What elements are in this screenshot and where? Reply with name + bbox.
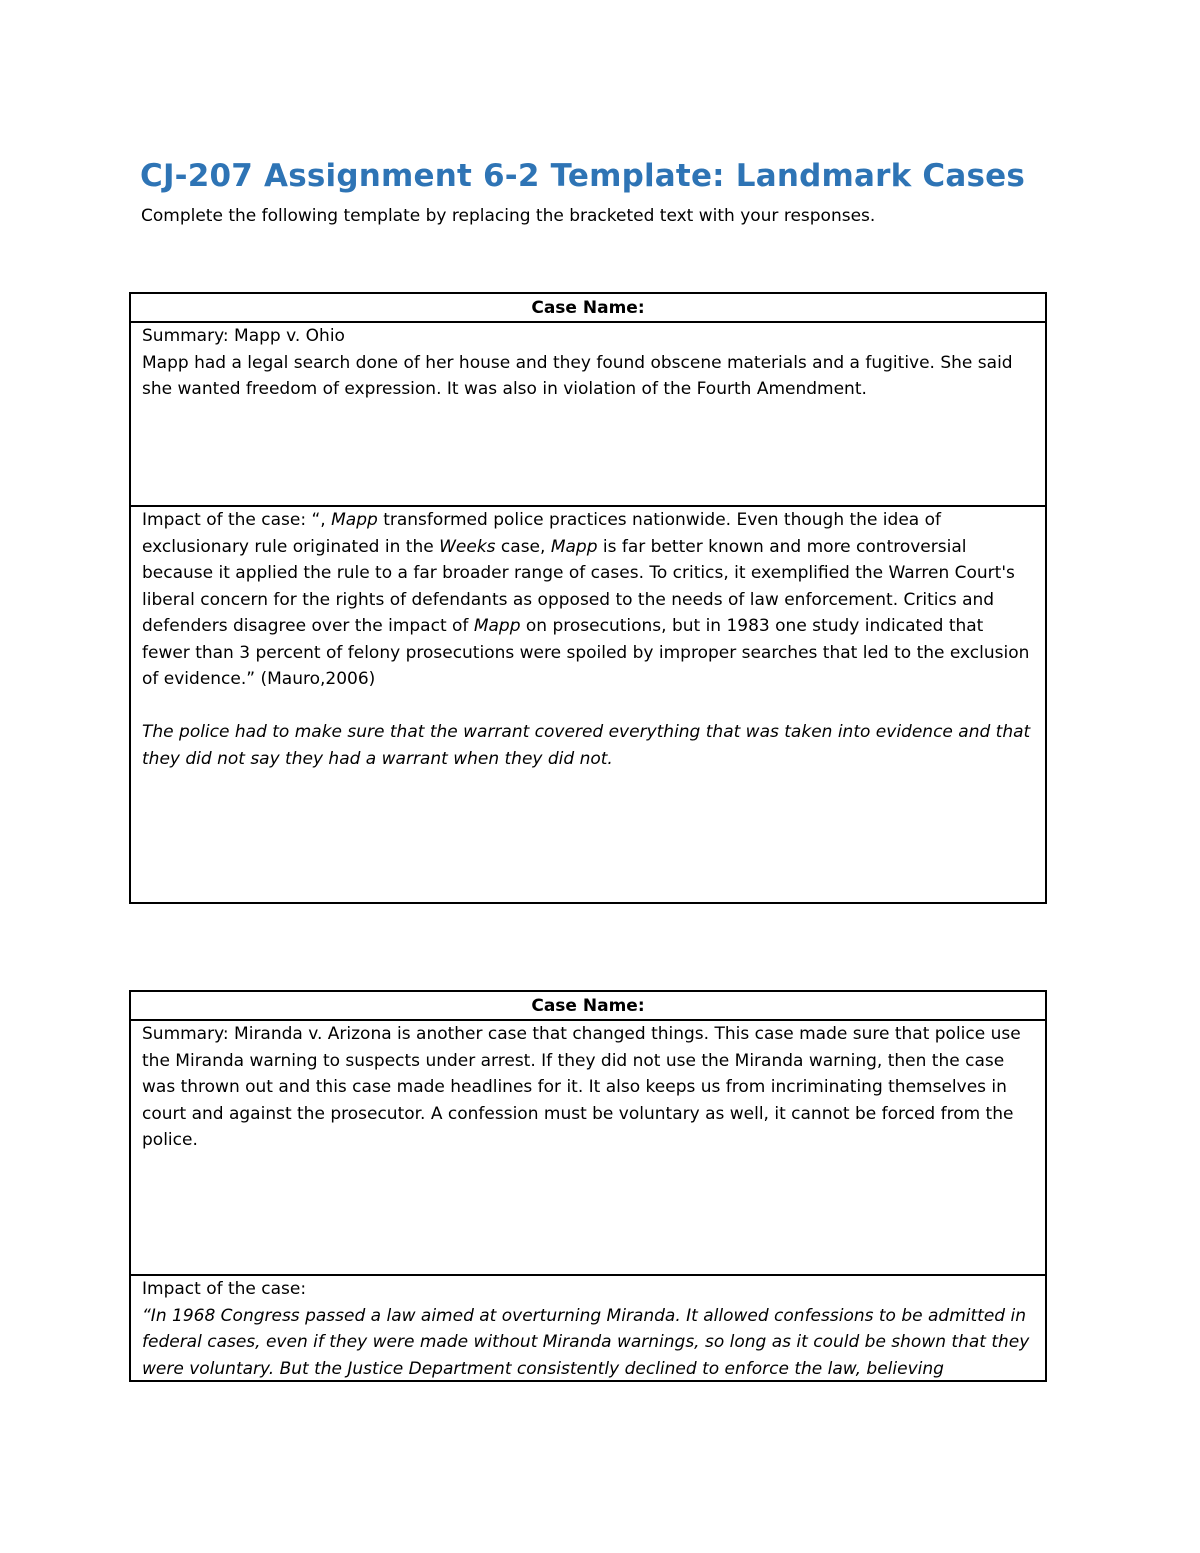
case-impact-cell: [130, 506, 1046, 903]
summary-text: Mapp had a legal search done of her house and they found obscene materials and a fugitive. She said she wanted freedom of expression. It was also in violation of the Fourth Amendment.: [142, 352, 1013, 399]
case-ref-mapp: Mapp: [473, 616, 521, 636]
case-ref-weeks: Weeks: [439, 536, 496, 557]
summary-text: Summary: Miranda v. Arizona is another case that changed things. This case made sure that police use the Miranda warning to suspects under arrest. If they did not use the Miranda warning, then the case was thrown out and this case made headlines for it. It also keeps us from incriminating themselves in court and against the prosecutor. A confession must be voluntary as well, it cannot be forced from the police.: [142, 1024, 1021, 1150]
case-impact-cell: [130, 1275, 1046, 1381]
impact-label: Impact of the case:: [142, 1279, 307, 1299]
impact-text: case,: [495, 536, 551, 557]
case-ref-mapp: Mapp: [331, 510, 378, 530]
impact-text: transformed police practices nationwide. Even though the idea of exclusionary rule originated in the: [142, 510, 941, 557]
case-summary-cell: [130, 322, 1046, 506]
document-title: CJ-207 Assignment 6-2 Template: Landmark Cases: [140, 158, 1026, 194]
paragraph-gap: [142, 693, 1034, 720]
impact-quote: “In 1968 Congress passed a law aimed at overturning Miranda. It allowed confessions to be admitted in federal cases, even if they were made without Miranda warnings, so long as it could be shown that they were voluntary. But the Justice Department consistently declined to enforce the law, believing: [142, 1305, 1030, 1379]
impact-note: The police had to make sure that the warrant covered everything that was taken into evidence and that they did not say they had a warrant when they did not.: [142, 722, 1031, 769]
impact-text: on prosecutions, but in 1983 one study indicated that fewer than 3 percent of felony prosecutions were spoiled by improper searches that led to the exclusion of evidence.” (Mauro,2006): [142, 616, 1030, 689]
impact-text: is far better known and more controversial because it applied the rule to a far broader range of cases. To critics, it exemplified the Warren Court's liberal concern for the rights of defendants as opposed to the needs of law enforcement. Critics and defenders disagree over the impact of: [142, 536, 1015, 636]
summary-label: Summary: Mapp v. Ohio: [142, 326, 345, 346]
case-name-header: Case Name:: [130, 293, 1046, 322]
instructions-text: Complete the following template by replacing the bracketed text with your responses.: [141, 206, 876, 226]
case-summary-cell: [130, 1020, 1046, 1275]
case-ref-mapp: Mapp: [550, 536, 598, 557]
case-table-miranda: [129, 990, 1047, 1382]
impact-paragraph: [142, 507, 1034, 693]
case-name-header: Case Name:: [130, 991, 1046, 1020]
impact-label: Impact of the case: “,: [142, 510, 332, 530]
case-table-mapp: [129, 292, 1047, 904]
